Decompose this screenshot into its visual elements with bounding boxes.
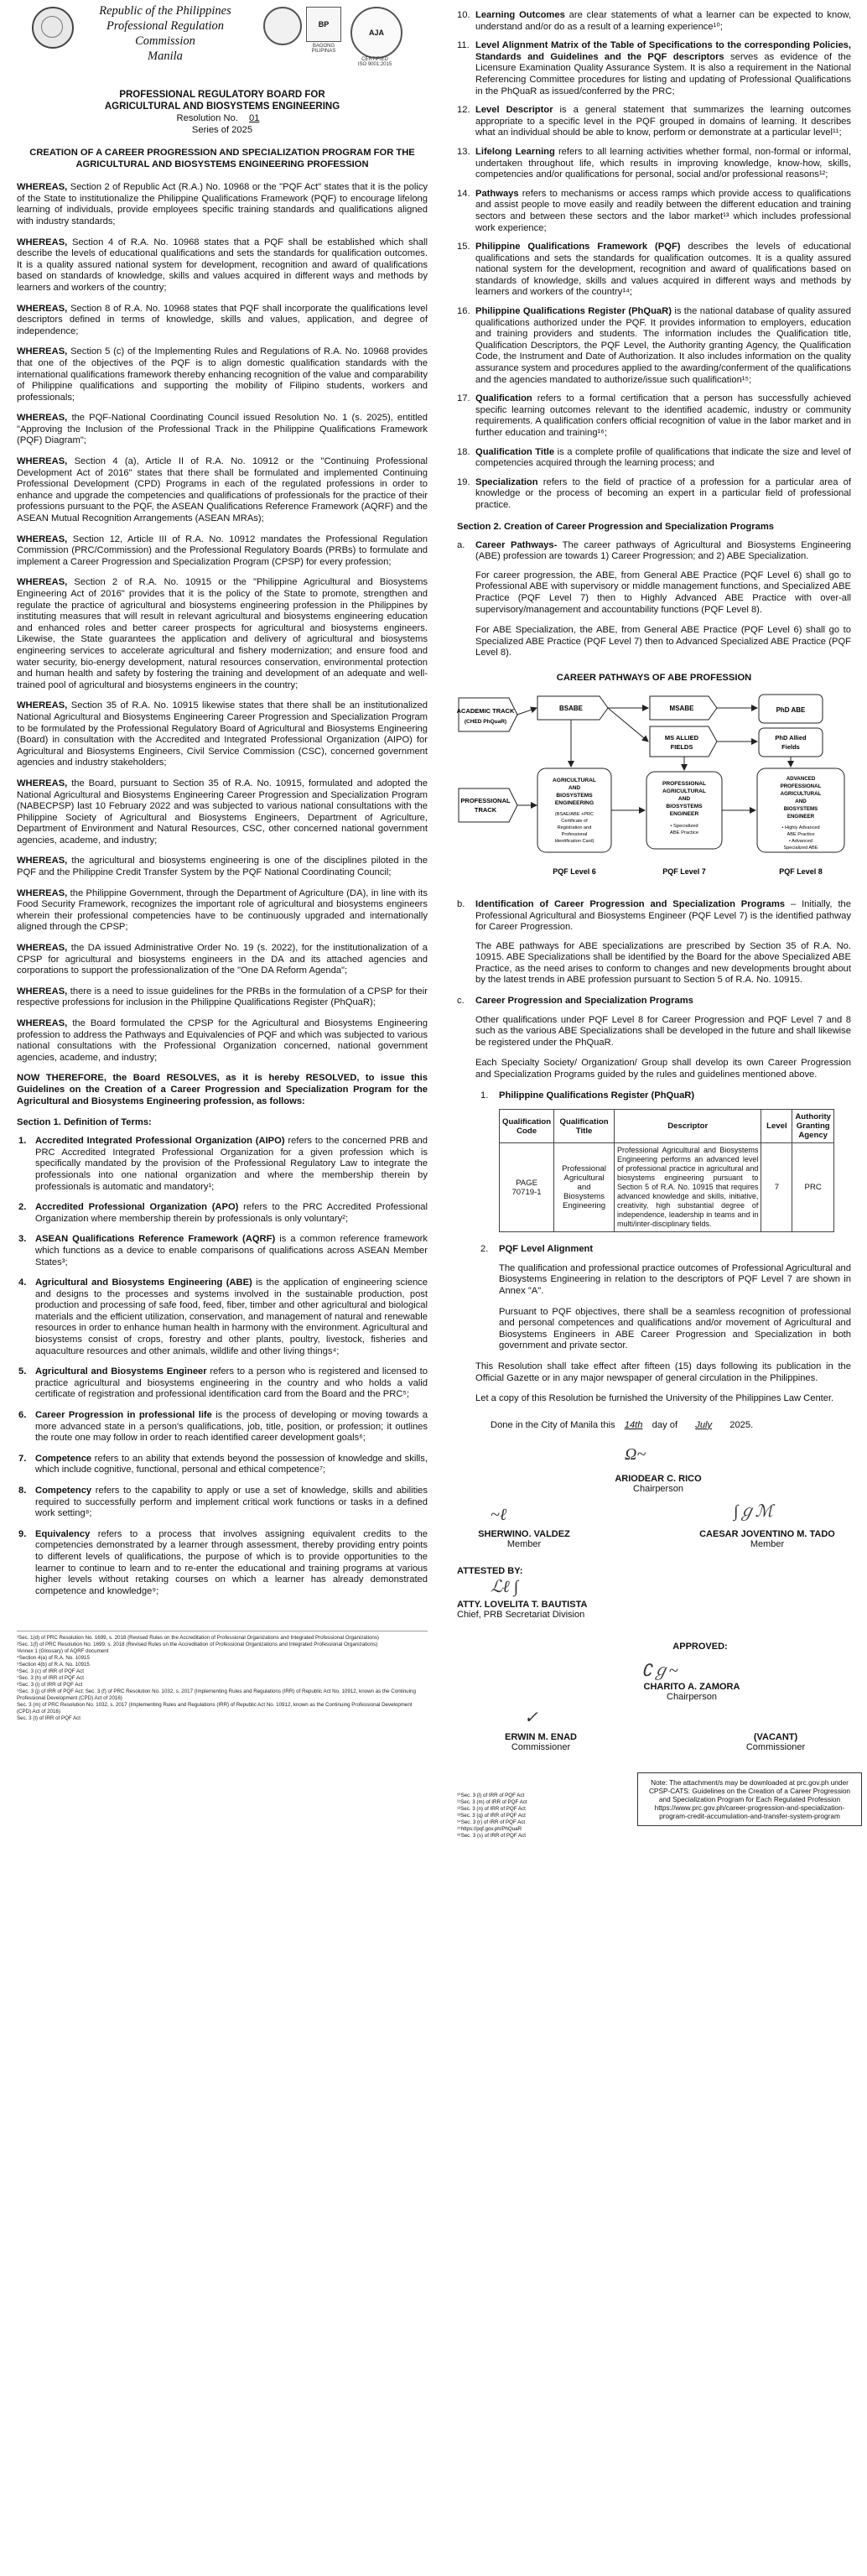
footnote: ¹⁶Sec. 3 (s) of IRR of PQF Act <box>457 1833 526 1840</box>
pqf-level6-label: PQF Level 6 <box>553 866 596 876</box>
svg-text:Certificate of: Certificate of <box>561 818 588 824</box>
professional-track-label: PROFESSIONAL <box>460 796 511 804</box>
cell-level: 7 <box>761 1143 792 1232</box>
pqf-level7-label: PQF Level 7 <box>662 866 706 876</box>
footnote: ²Sec. 1(f) of PRC Resolution No. 1699, s. 2018 (Revised Rules on the Accreditation of Professional Organizations and Integrated Professional Organizations) <box>17 1642 378 1648</box>
diagram-title: CAREER PATHWAYS OF ABE PROFESSION <box>556 672 752 683</box>
arrow-bsabe-msallied <box>608 708 648 742</box>
pqf-align-p1: The qualification and professional practice outcomes of Professional Agricultural and Biosystems Engineering in relation to the descriptors of PQF Level 7 are shown in Annex "A". <box>499 1262 851 1296</box>
whereas-clause: WHEREAS, Section 4 (a), Article II of R.A. No. 10912 or the "Continuing Professional Development Act of 2016" states that there shall be formulated and implemented Continuing Professional Development (CPD) Programs in each of the regulated professions in order to enhance and upgrade the competencies and qualifications of professionals for the practice of their professions pursuant to the PQF, the ASEAN Qualifications Reference Framework (AQRF) and the ASEAN Mutual Recognition Arrangements (ASEAN MRAs); <box>17 456 428 524</box>
prc-chair-name: CHARITO A. ZAMORA <box>643 1682 740 1693</box>
commission-line: Professional Regulation Commission <box>106 19 225 48</box>
series-line: Series of 2025 <box>191 125 253 135</box>
member2-signatory <box>683 1529 851 1549</box>
comm2-role: Commissioner <box>745 1742 806 1753</box>
col-level: Level <box>761 1110 792 1143</box>
signature-block <box>457 1440 851 1876</box>
whereas-list <box>17 182 428 1064</box>
whereas-clause: WHEREAS, the Board, pursuant to Section 35 of R.A. No. 10915, formulated and adopted the National Agricultural and Biosystems Engineering Career Progression and Specialization Program (NABECPSP) last 10 February 2022 and was subjected to various national consultations with the Philippine Society of Agricultural and Biosystems Engineers, Department of Agriculture, Department of Environment and Natural Resources, CSC, other concerned national government agencies, academe, and industry; <box>17 778 428 846</box>
definition-item: 13. Lifelong Learning refers to all learning activities whether formal, non-formal or informal, undertaken throughout life, which results in improving knowledge, know-how, skills, competencies and/or qualifications for personal, social and/or professional reasons¹²; <box>457 146 851 180</box>
whereas-clause: WHEREAS, Section 4 of R.A. No. 10968 states that a PQF shall be established which shall describe the levels of educational qualifications and sets the standards for qualification outcomes. It is a quality assured national system for development, recognition and award of qualifications based on standards of knowledge, skills and values acquired in different ways and methods by learners and workers of the country; <box>17 237 428 293</box>
letterhead <box>17 0 428 101</box>
pqf-level8-label: PQF Level 8 <box>779 866 823 876</box>
section2b: b. Identification of Career Progression and Specialization Programs – Initially, the Professional Agricultural and Biosystems Engineer (PQF Level 7) is the identified pathway for Career Progression. <box>457 898 851 933</box>
board-chair-name: ARIODEAR C. RICO <box>615 1474 702 1485</box>
footnote: ¹⁰Sec. 3 (l) of IRR of PQF Act <box>457 1793 525 1799</box>
attest-role: Chief, PRB Secretariat Division <box>457 1610 585 1621</box>
done-month: July <box>695 1419 713 1430</box>
footnote: ¹³Sec. 3 (q) of IRR of PQF Act <box>457 1813 526 1819</box>
phd-allied-box <box>759 728 823 757</box>
definitions-left <box>17 1136 428 1597</box>
effectivity-clause: This Resolution shall take effect after fifteen (15) days following its publication in the Official Gazette or in any major newspaper of general circulation in the Philippines. <box>475 1361 851 1383</box>
cell-code: PAGE 70719-1 <box>500 1143 554 1232</box>
definition-item: 3. ASEAN Qualifications Reference Framework (AQRF) is a common reference framework which functions as a device to enable comparisons of qualifications across ASEAN Member States³; <box>18 1234 428 1267</box>
bagong-pilipinas-logo-icon: BP <box>306 7 341 42</box>
section2a-progression: For career progression, the ABE, from General ABE Practice (PQF Level 6) shall go to Professional ABE with supervisory or middle management functions, and Specialized ABE Practice (PQF Level 7) then to Highly Advanced ABE Practice with over-all supervisory/management and accountability functions (PQF Level 8). <box>475 570 851 615</box>
definition-item: 11. Level Alignment Matrix of the Table of Specifications to the corresponding Policies, Standards and Guidelines and the PQF descriptors serves as evidence of the Licensure Examination Quality Assurance System. It is also a requirement in the National Referencing Committee procedures for listing and updating of Professional Qualifications in the PhQuaR as issued/conferred by the PRC; <box>457 40 851 96</box>
definition-item: 6. Career Progression in professional life is the process of developing or moving towards a more advanced state in a person's qualifications, job, title, position, or profession; it outlines the route one may follow in order to reach identified career development goals⁶; <box>18 1410 428 1444</box>
footnote: ⁸Sec. 3 (i) of IRR of PQF Act <box>17 1682 83 1689</box>
career-pathways-diagram <box>457 690 851 887</box>
phd-abe-label: PhD ABE <box>776 705 806 714</box>
comm1-role: Commissioner <box>511 1742 571 1753</box>
phquar-table <box>499 1109 834 1232</box>
svg-text:AGRICULTURAL: AGRICULTURAL <box>780 790 822 797</box>
certification-logo-icon: AJA <box>350 7 402 59</box>
member2-role: Member <box>750 1539 785 1550</box>
definition-item: 5. Agricultural and Biosystems Engineer refers to a person who is registered and licensed to practice agricultural and biosystems engineering in the country and who holds a valid certificate of registration and professional identification card from the Board and the PRC⁵; <box>18 1366 428 1400</box>
col-qualification-code: Qualification Code <box>500 1110 554 1143</box>
professional-track-box <box>459 788 517 822</box>
done-line: Done in the City of Manila this 14th day of July 2025. <box>491 1419 754 1430</box>
board-line-1: PROFESSIONAL REGULATORY BOARD FOR <box>119 90 325 100</box>
member2-name: CAESAR JOVENTINO M. TADO <box>699 1529 835 1540</box>
bagong-pilipinas-caption: BAGONG PILIPINAS <box>311 44 336 54</box>
philippine-seal-icon <box>32 7 74 49</box>
svg-text:BIOSYSTEMS: BIOSYSTEMS <box>666 803 703 809</box>
footnotes-left <box>17 1631 428 1722</box>
section2c-p1: Other qualifications under PQF Level 8 for Career Progression and PQF Level 7 and 8 such as the various ABE Specializations shall be developed in the future and shall likewise be registered under the PhQuaR. <box>475 1014 851 1048</box>
prc-chair-role: Chairperson <box>667 1692 717 1703</box>
attest-signatory <box>457 1600 625 1620</box>
definition-item: 9. Equivalency refers to a process that involves assigning equivalent credits to the competencies demonstrated by a learner through assessment, thereby providing entry points to different levels of qualifications, the purpose of which is to provide opportunities to the learner to continue to learn and to re-enter the educational and training programs at various higher levels without retaking courses on which a learner has already demonstrated competence and knowledge⁹; <box>18 1528 428 1596</box>
bsabe-label: BSABE <box>558 704 584 712</box>
footnote: ¹Sec. 1(d) of PRC Resolution No. 1699, s. 2018 (Revised Rules on the Accreditation of Professional Organizations and Integrated Professional Organizations) <box>17 1635 379 1642</box>
svg-text:AGRICULTURAL: AGRICULTURAL <box>662 788 706 794</box>
whereas-clause: WHEREAS, Section 5 (c) of the Implementing Rules and Regulations of R.A. No. 10968 provides that one of the objectives of the PQF is to align domestic qualification standards with the international qualifications framework thereby enhancing recognition of the value and comparability of Philippine qualifications and supporting the mobility of Filipino students, workers and professionals; <box>17 346 428 403</box>
whereas-clause: WHEREAS, the agricultural and biosystems engineering is one of the disciplines piloted in the PQF and the Philippine Credit Transfer System by the PQF National Coordinating Council; <box>17 856 428 878</box>
certified-caption: CERTIFIED ISO 9001:2015 <box>357 57 392 67</box>
definition-item: 2. Accredited Professional Organization (APO) refers to the PRC Accredited Professional Organization where membership therein by professionals is only voluntary²; <box>18 1202 428 1224</box>
col-authority: Authority Granting Agency <box>792 1110 834 1143</box>
footnote: ⁶Sec. 3 (c) of IRR of PQF Act <box>17 1668 84 1675</box>
pqf-align-heading: 2. PQF Level Alignment <box>480 1244 594 1255</box>
definition-item: 1. Accredited Integrated Professional Organization (AIPO) refers to the concerned PRB and PRC Accredited Integrated Professional Organization for a given profession which is specifically mandated by the provision of the Professional Regulatory Law to integrate the professionals into one national organization and where the membership therein by professionals is automatic and mandatory¹; <box>18 1136 428 1192</box>
resolution-number: Resolution No. 01 <box>17 112 428 124</box>
section2b-specializations: The ABE pathways for ABE specializations are prescribed by Section 35 of R.A. No. 10915. ABE Specializations shall be identified by the Board for the above Specialized ABE Practice, as the need arises to conform to changes and new developments brought about by the latest trends in ABE profession pursuant to Section 5 of R.A. No. 10915. <box>475 940 851 986</box>
arrow-academic <box>517 708 537 715</box>
copy-clause: Let a copy of this Resolution be furnished the University of the Philippines Law Center. <box>475 1393 834 1404</box>
definition-item: 15. Philippine Qualifications Framework (PQF) describes the levels of educational qualifications and sets the standards for qualification outcomes. It is a quality assured national system for the development, recognition and award of qualifications based on standards of knowledge, skills and values acquired in different ways and methods by learners and workers of the country¹⁴; <box>457 242 851 298</box>
svg-text:(BSAE/ABE +PRC: (BSAE/ABE +PRC <box>554 811 594 817</box>
republic-line: Republic of the Philippines <box>99 4 231 18</box>
svg-text:Professional: Professional <box>561 831 588 837</box>
cell-title: Professional Agricultural and Biosystems Engineering <box>554 1143 615 1232</box>
board-chair-signatory <box>583 1474 734 1494</box>
col-qualification-title: Qualification Title <box>554 1110 615 1143</box>
member1-role: Member <box>506 1539 542 1550</box>
member1-name: SHERWINO. VALDEZ <box>478 1529 570 1540</box>
definition-item: 10. Learning Outcomes are clear statements of what a learner can be expected to know, understand and/or do as a result of a learning experience¹⁰; <box>457 10 851 32</box>
prc-chair-signatory <box>608 1682 776 1702</box>
section1-title: Section 1. Definition of Terms: <box>17 1117 152 1128</box>
whereas-clause: WHEREAS, Section 8 of R.A. No. 10968 states that PQF shall incorporate the qualifications level descriptors defined in terms of knowledge, skills and values, application, and degree of independence; <box>17 303 428 336</box>
member1-signature-icon: ~ℓ <box>491 1506 507 1525</box>
footnote: ¹¹Sec. 3 (m) of IRR of PQF Act <box>457 1799 527 1806</box>
footnote: ⁷Sec. 3 (h) of IRR of PQF Act <box>17 1675 84 1682</box>
definition-item: 12. Level Descriptor is a general statement that summarizes the learning outcomes appropriate to a specific level in the PQF grouped in domains of learning. It describes what an individual should be able to know, perform or demonstrate at a particular level¹¹; <box>457 105 852 138</box>
svg-text:ADVANCED: ADVANCED <box>786 775 816 782</box>
svg-text:ABE Practice: ABE Practice <box>669 830 699 835</box>
definition-item: 19. Specialization refers to the field of practice of a profession for a particular area of knowledge or the process of becoming an expert in a particular field of professional practice. <box>457 476 851 510</box>
cell-descriptor: Professional Agricultural and Biosystems Engineering performs an advanced level of professional practice in agricultural and biosystems engineering pursuant to Section 5 of R.A. No. 10915 that requires advanced knowledge and skills, initiative, creativity, high substantial degree of independence, leadership in teams and in multi/inter-disciplinary fields. <box>615 1143 761 1232</box>
phquar-heading: 1. Philippine Qualifications Register (PhQuaR) <box>480 1090 695 1101</box>
col-descriptor: Descriptor <box>615 1110 761 1143</box>
whereas-clause: WHEREAS, the Philippine Government, through the Department of Agriculture (DA), in line with its Food Security Framework, recognizes the important role of agricultural and biosystems engineers wherein their professional competencies have to be continuously upgraded and internationally aligned through the CPSP; <box>17 887 428 933</box>
right-column <box>457 0 851 1876</box>
commissioner2-signatory <box>709 1732 843 1752</box>
whereas-clause: WHEREAS, Section 12, Article III of R.A. No. 10912 mandates the Professional Regulation Commission (PRC/Commission) and the Professional Regulatory Boards (PRBs) to formulate and implement a Career Progression and Specialization Program (CPSP) for every profession; <box>17 533 428 567</box>
section2a-specialization: For ABE Specialization, the ABE, from General ABE Practice (PQF Level 6) shall go to Specialized ABE Practice (PQF Level 7) then to Advanced Specialized ABE Practice (PQF Level 8). <box>475 625 851 658</box>
academic-track-sub: (CHED PhQuaR) <box>464 718 507 725</box>
msabe-label: MSABE <box>669 704 694 712</box>
board-line-2: AGRICULTURAL AND BIOSYSTEMS ENGINEERING <box>104 101 340 112</box>
pqf-align-p2: Pursuant to PQF objectives, there shall be a seamless recognition of professional and personal competences and qualifications and/or movement of Agricultural and Biosystems Engineers in ABE Career Progression and Specialization in both government and private sector. <box>499 1306 851 1351</box>
comm2-name: (VACANT) <box>753 1732 798 1743</box>
phquar-header-row <box>500 1110 834 1143</box>
ms-allied-label: MS ALLIED <box>664 733 699 742</box>
whereas-clause: WHEREAS, there is a need to issue guidelines for the PRBs in the formulation of a CPSP for their respective professions for inclusion in the Philippine Qualifications Register (PhQuaR); <box>17 986 428 1008</box>
phd-allied-label: PhD Allied <box>775 733 807 742</box>
resolution-title: CREATION OF A CAREER PROGRESSION AND SPECIALIZATION PROGRAM FOR THE AGRICULTURAL AND BIOSYSTEMS ENGINEERING PROFESSION <box>29 148 415 169</box>
footnote: ¹⁵https://pqf.gov.ph/PhQuaR <box>457 1826 522 1833</box>
now-therefore: NOW THEREFORE, the Board RESOLVES, as it is hereby RESOLVED, to issue this Guidelines on the Creation of a Career Progression and Specialization Program for the Agricultural and Biosystems Engineering profession, as follows: <box>17 1073 428 1106</box>
footnote: ⁴Section 4(a) of R.A. No. 10915 <box>17 1655 90 1662</box>
definition-item: 7. Competence refers to an ability that extends beyond the possession of knowledge and skills, which include cognitive, functional, personal and ethical competence⁷; <box>18 1453 428 1475</box>
svg-text:ENGINEER: ENGINEER <box>669 810 699 817</box>
footnote: ¹⁴Sec. 3 (r) of IRR of PQF Act <box>457 1819 526 1826</box>
whereas-clause: WHEREAS, the Board formulated the CPSP for the Agricultural and Biosystems Engineering profession to address the Pathways and Equivalencies of PQF and which was subjected to various national consultations with the Professional Organization concerned, national government agencies, academe, and industry; <box>17 1018 428 1063</box>
svg-text:PROFESSIONAL: PROFESSIONAL <box>780 783 822 789</box>
svg-text:Identification Card): Identification Card) <box>554 838 594 844</box>
definition-item: 18. Qualification Title is a complete profile of qualifications that indicate the size and level of competencies acquired through the learning process; and <box>457 446 851 469</box>
svg-text:PROFESSIONAL: PROFESSIONAL <box>662 780 707 787</box>
definition-item: 17. Qualification refers to a formal certification that a person has successfully achieved specific learning outcomes relevant to the identified academic, industry or community requirements. A qualification confers official recognition of value in the labor market and in further education and training¹⁶; <box>457 393 851 438</box>
attest-signature-icon: ℒℓ ∫ <box>491 1578 519 1597</box>
svg-text:• Specialized: • Specialized <box>670 823 698 829</box>
comm1-signature-icon: ✓ <box>524 1709 538 1728</box>
footnote: ⁹Sec. 3 (j) of IRR of PQF Act; Sec. 3 (f) of PRC Resolution No. 1032, s. 2017 (Implementing Rules and Regulations (IRR) of Republic Act No. 10912, known as the Continuing Professional Development (CPD) Act of 2016) <box>17 1689 416 1702</box>
phd-allied-label-2: Fields <box>781 742 800 751</box>
section2c: c. Career Progression and Specialization Programs <box>457 996 693 1007</box>
chair-signature-icon: Ω~ <box>625 1445 646 1465</box>
footnote: Sec. 3 (m) of PRC Resolution No. 1032, s. 2017 (Implementing Rules and Regulations (IRR) of Republic Act No. 10912, known as the Continuing Professional Development (CPD) Act of 2016) <box>17 1702 413 1715</box>
board-chair-role: Chairperson <box>633 1484 683 1495</box>
svg-text:ENGINEER: ENGINEER <box>787 813 815 820</box>
svg-text:ABE Practice: ABE Practice <box>787 831 815 837</box>
svg-text:BIOSYSTEMS: BIOSYSTEMS <box>556 792 593 799</box>
footnote: ³Annex 1 (Glossary) of AQRF document <box>17 1648 109 1655</box>
download-note: Note: The attachment/s may be downloaded at prc.gov.ph under CPSP-CATS: Guidelines on the Creation of a Career Progression and Specialization Program for Each Regulated Profession https://www.prc.gov.ph/career-progression-and-specialization-program-credit-accumulation-and-transfer-system-program <box>637 1772 862 1826</box>
done-day: 14th <box>624 1419 643 1430</box>
whereas-clause: WHEREAS, Section 35 of R.A. No. 10915 likewise states that there shall be an institutionalized National Agricultural and Biosystems Engineering Career Progression and Specialization Program to be formulated by the Professional Regulatory Board of Agricultural and Biosystems Engineering (Board) in consultation with the Accredited and Integrated Professional Organization (AIPO) for Agricultural and Biosystems Engineers, Civil Service Commission (CSC), concerned government agencies and industry stakeholders; <box>17 700 428 768</box>
ms-allied-label-2: FIELDS <box>670 742 693 751</box>
footnote: ⁵Section 4(b) of R.A. No. 10915 <box>17 1662 90 1668</box>
professional-track-label-2: TRACK <box>474 805 497 814</box>
attest-name: ATTY. LOVELITA T. BAUTISTA <box>457 1600 588 1611</box>
academic-track-box <box>459 698 517 731</box>
cell-agency: PRC <box>792 1143 834 1232</box>
prc-chair-signature-icon: ∁ℊ~ <box>641 1662 678 1681</box>
svg-text:ENGINEERING: ENGINEERING <box>554 799 594 806</box>
svg-text:Specialized ABE: Specialized ABE <box>783 845 818 851</box>
svg-text:• Highly Advanced: • Highly Advanced <box>781 825 820 830</box>
left-column <box>17 0 428 1722</box>
comm1-name: ERWIN M. ENAD <box>505 1732 577 1743</box>
academic-track-label: ACADEMIC TRACK <box>457 706 515 715</box>
definitions-right <box>457 10 851 512</box>
svg-text:BIOSYSTEMS: BIOSYSTEMS <box>783 805 818 812</box>
resolution-no-value: 01 <box>249 113 260 123</box>
footnotes-right <box>457 1793 625 1840</box>
approved-label: APPROVED: <box>672 1642 728 1652</box>
definition-item: 14. Pathways refers to mechanisms or access ramps which provide access to qualifications and assist people to move easily and readily between the different education and training sectors and between these sectors and the labor market¹³ which includes professional work experience; <box>457 188 851 233</box>
commissioner1-signatory <box>474 1732 608 1752</box>
whereas-clause: WHEREAS, Section 2 of R.A. No. 10915 or the "Philippine Agricultural and Biosystems Engineering Act of 2016" provides that it is the policy of the State to promote, strengthen and regulate the practice of agricultural and biosystems engineering profession in the Philippines by instituting measures that will result in relevant agricultural and biosystems engineering education and enhanced roles and better career prospects for agricultural and biosystems engineers. Likewise, the State guarantees the application and delivery of agricultural and biosystems engineering services to accelerate agricultural and fishery modernization; and ensure food and water security, bio-energy development, natural resources conservation, environmental protection and human health and safety by fostering the training and development of an adequate and well-trained pool of agricultural and biosystems engineers in the country; <box>17 577 428 690</box>
member2-signature-icon: ∫ℊℳ <box>734 1502 773 1522</box>
svg-text:Registration and: Registration and <box>557 825 592 830</box>
whereas-clause: WHEREAS, the DA issued Administrative Order No. 19 (s. 2022), for the institutionalization of a CPSP for agricultural and biosystems engineers in the DA and its attached agencies and corporations to support the professionalization of the "One DA Reform Agenda"; <box>17 943 428 976</box>
whereas-clause: WHEREAS, the PQF-National Coordinating Council issued Resolution No. 1 (s. 2025), entitled "Approving the Inclusion of the Professional Track in the Philippine Qualifications Framework (PQF) Diagram"; <box>17 413 428 446</box>
section2-title: Section 2. Creation of Career Progression and Specialization Programs <box>457 521 774 532</box>
whereas-clause: WHEREAS, Section 2 of Republic Act (R.A.) No. 10968 or the "PQF Act" states that it is the policy of the State to institutionalize the Philippine Qualifications Framework (PQF) to encourage lifelong learning of individuals, provide employees specific training standards and qualifications aligned with industry standards; <box>17 182 428 226</box>
letterhead-text <box>77 3 253 64</box>
attested-label: ATTESTED BY: <box>457 1566 523 1577</box>
ms-allied-box <box>650 726 717 757</box>
footnote: Sec. 3 (t) of IRR of PQF Act <box>17 1715 80 1722</box>
prc-logo-icon <box>263 7 302 45</box>
section2a: a. Career Pathways- The career pathways of Agricultural and Biosystems Engineering (ABE) profession are towards 1) Career Progression; and 2) ABE Specialization. <box>457 539 851 562</box>
definition-item: 4. Agricultural and Biosystems Engineering (ABE) is the application of engineering science and designs to the processes and systems involved in the sustainable production, post production and processing of safe food, feed, fiber, timber and other agricultural and biological materials and the efficient utilization, conservation, and management of natural and renewable resources in order to enhance human health in harmony with the environment. Agricultural and biosystems consist of crops, forestry and other plants, poultry, livestock, fisheries and aquaculture resources and other animals, wildlife and other living things⁴; <box>18 1278 428 1356</box>
phquar-row <box>500 1143 834 1232</box>
svg-text:AGRICULTURAL: AGRICULTURAL <box>553 777 596 783</box>
definition-item: 16. Philippine Qualifications Register (PhQuaR) is the national database of quality assured qualifications authorized under the PQF. It provides information to employers, education and training providers and students. The information includes the Qualification title, Qualification Descriptors, the PQF Level, the Authority granting Agency, the Qualification Code, the Instrument and Date of Authorization. It also includes information on the quality assurance system and procedures applied to the awarding/conferment of the qualifications and the agencies mandated to authorize/issue such qualification¹⁵; <box>457 306 851 385</box>
svg-text:AND: AND <box>795 798 807 804</box>
footnote: ¹²Sec. 3 (n) of IRR of PQF Act <box>457 1806 526 1813</box>
svg-text:• Advanced: • Advanced <box>788 838 813 844</box>
section2c-p2: Each Specialty Society/ Organization/ Group shall develop its own Career Progression and Specialization Programs guided by the rules and guidelines mentioned above. <box>475 1058 851 1080</box>
definition-item: 8. Competency refers to the capability to apply or use a set of knowledge, skills and abilities required to successfully perform and implement critical work functions or tasks in a defined work setting⁸; <box>18 1486 428 1519</box>
svg-text:AND: AND <box>568 784 581 791</box>
city-line: Manila <box>148 49 183 63</box>
svg-text:AND: AND <box>678 795 691 802</box>
member1-signatory <box>457 1529 591 1549</box>
